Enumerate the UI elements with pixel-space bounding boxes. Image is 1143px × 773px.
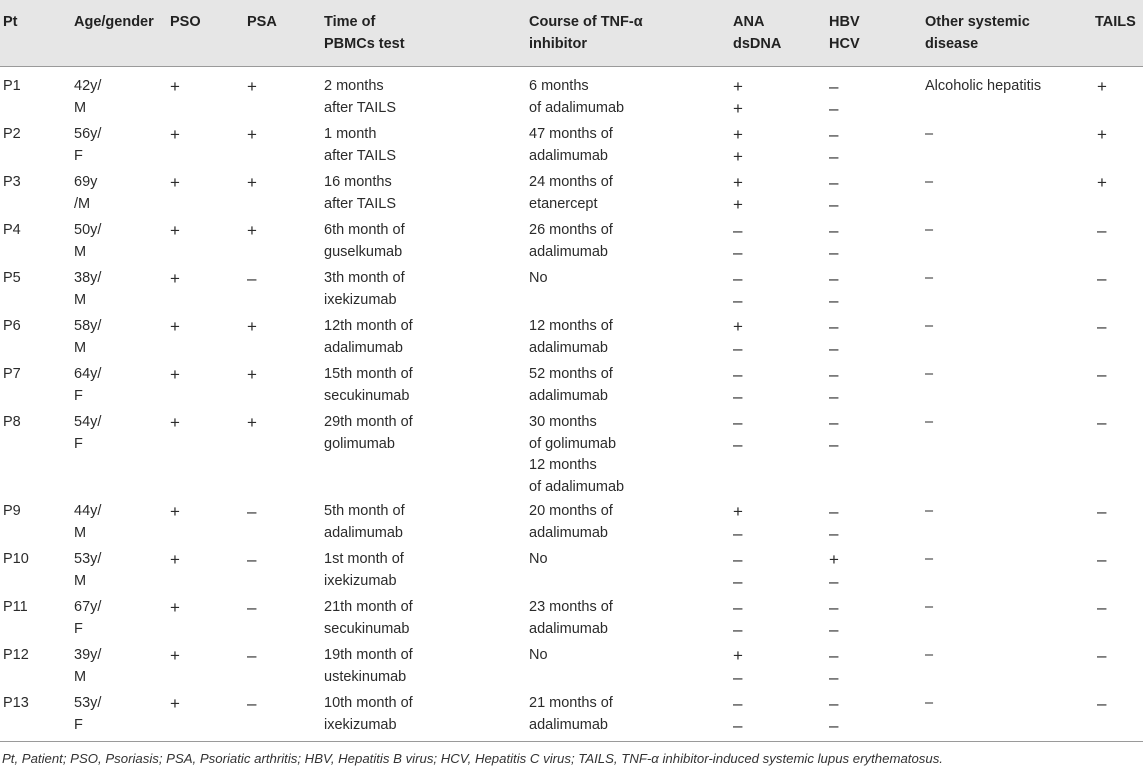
cell-tails: –	[1097, 413, 1107, 432]
cell-dsdna: +	[733, 194, 743, 214]
cell-tails: +	[1097, 125, 1107, 144]
cell-dsdna: –	[733, 338, 743, 358]
cell-pso: +	[170, 125, 180, 144]
cell-psa: –	[247, 598, 257, 617]
cell-ana: +	[733, 77, 743, 96]
cell-hbv: –	[829, 413, 839, 432]
cell-course-tnf: adalimumab	[529, 339, 608, 356]
cell-tails: +	[1097, 77, 1107, 96]
cell-course-tnf: etanercept	[529, 195, 598, 212]
cell-age-gender: F	[74, 435, 83, 452]
header-psa: PSA	[247, 14, 277, 30]
cell-other-disease: –	[925, 318, 934, 334]
cell-other-disease: –	[925, 414, 934, 430]
cell-pt: P10	[3, 551, 29, 567]
cell-pt: P8	[3, 414, 21, 430]
cell-tails: –	[1097, 550, 1107, 569]
cell-dsdna: –	[733, 290, 743, 310]
cell-time-pbmc: 15th month of	[324, 366, 413, 382]
cell-psa: –	[247, 694, 257, 713]
cell-time-pbmc: 10th month of	[324, 695, 413, 711]
cell-pso: +	[170, 221, 180, 240]
cell-hcv: –	[829, 146, 839, 166]
cell-ana: +	[733, 646, 743, 665]
cell-ana: +	[733, 317, 743, 336]
cell-psa: –	[247, 646, 257, 665]
cell-hcv: –	[829, 98, 839, 118]
cell-hbv: –	[829, 502, 839, 521]
cell-hbv: –	[829, 173, 839, 192]
cell-tails: –	[1097, 365, 1107, 384]
cell-course-tnf: 30 months	[529, 414, 597, 430]
cell-hbv: –	[829, 598, 839, 617]
header-other-line2: disease	[925, 36, 979, 52]
header-time-line2: PBMCs test	[324, 36, 405, 52]
cell-course-tnf: of adalimumab	[529, 478, 625, 495]
cell-hcv: –	[829, 338, 839, 358]
cell-hbv: –	[829, 77, 839, 96]
cell-pt: P13	[3, 695, 29, 711]
cell-pso: +	[170, 598, 180, 617]
cell-age-gender: 54y/	[74, 414, 102, 430]
cell-course-tnf: adalimumab	[529, 147, 608, 164]
cell-time-pbmc: ixekizumab	[324, 291, 397, 308]
cell-dsdna: +	[733, 146, 743, 166]
cell-course-tnf: of golimumab	[529, 435, 617, 452]
header-pso: PSO	[170, 14, 201, 30]
cell-course-tnf: No	[529, 647, 548, 663]
cell-course-tnf: adalimumab	[529, 243, 608, 260]
cell-age-gender: 53y/	[74, 695, 102, 711]
cell-other-disease: –	[925, 503, 934, 519]
cell-pso: +	[170, 502, 180, 521]
cell-hcv: –	[829, 242, 839, 262]
header-time-line1: Time of	[324, 14, 376, 30]
cell-dsdna: –	[733, 571, 743, 591]
cell-course-tnf: adalimumab	[529, 524, 608, 541]
cell-psa: +	[247, 173, 257, 192]
cell-age-gender: /M	[74, 195, 91, 212]
cell-time-pbmc: after TAILS	[324, 147, 396, 164]
cell-age-gender: 67y/	[74, 599, 102, 615]
cell-age-gender: M	[74, 243, 87, 260]
cell-pt: P9	[3, 503, 21, 519]
cell-psa: +	[247, 125, 257, 144]
cell-course-tnf: 47 months of	[529, 126, 613, 142]
cell-dsdna: –	[733, 619, 743, 639]
cell-age-gender: F	[74, 716, 83, 733]
cell-course-tnf: 6 months	[529, 78, 589, 94]
cell-time-pbmc: 21th month of	[324, 599, 413, 615]
cell-other-disease: –	[925, 551, 934, 567]
cell-other-disease: –	[925, 270, 934, 286]
cell-other-disease: –	[925, 126, 934, 142]
cell-tails: –	[1097, 317, 1107, 336]
cell-pt: P3	[3, 174, 21, 190]
cell-pt: P11	[3, 599, 28, 615]
cell-pso: +	[170, 646, 180, 665]
cell-time-pbmc: ixekizumab	[324, 716, 397, 733]
cell-age-gender: F	[74, 620, 83, 637]
cell-age-gender: M	[74, 668, 87, 685]
cell-age-gender: M	[74, 524, 87, 541]
cell-age-gender: M	[74, 291, 87, 308]
cell-course-tnf: 23 months of	[529, 599, 613, 615]
cell-age-gender: 39y/	[74, 647, 102, 663]
cell-time-pbmc: secukinumab	[324, 387, 410, 404]
cell-time-pbmc: after TAILS	[324, 195, 396, 212]
cell-time-pbmc: ixekizumab	[324, 572, 397, 589]
cell-ana: –	[733, 413, 743, 432]
cell-hcv: –	[829, 194, 839, 214]
cell-dsdna: –	[733, 715, 743, 735]
header-tails: TAILS	[1095, 14, 1136, 30]
header-other-line1: Other systemic	[925, 14, 1030, 30]
cell-time-pbmc: 19th month of	[324, 647, 413, 663]
cell-age-gender: F	[74, 387, 83, 404]
header-course-line2: inhibitor	[529, 36, 587, 52]
cell-hbv: –	[829, 694, 839, 713]
cell-time-pbmc: 1st month of	[324, 551, 404, 567]
cell-course-tnf: 24 months of	[529, 174, 613, 190]
cell-hcv: –	[829, 715, 839, 735]
cell-hbv: –	[829, 221, 839, 240]
cell-pt: P4	[3, 222, 21, 238]
cell-hbv: –	[829, 125, 839, 144]
cell-time-pbmc: 12th month of	[324, 318, 413, 334]
cell-age-gender: 53y/	[74, 551, 102, 567]
cell-age-gender: 42y/	[74, 78, 102, 94]
cell-time-pbmc: 5th month of	[324, 503, 405, 519]
cell-pso: +	[170, 317, 180, 336]
header-ana: ANA	[733, 14, 765, 30]
cell-tails: –	[1097, 502, 1107, 521]
cell-hcv: –	[829, 434, 839, 454]
cell-age-gender: 69y	[74, 174, 98, 190]
cell-course-tnf: adalimumab	[529, 620, 608, 637]
cell-tails: –	[1097, 694, 1107, 713]
cell-hcv: –	[829, 571, 839, 591]
cell-course-tnf: of adalimumab	[529, 99, 625, 116]
cell-time-pbmc: adalimumab	[324, 339, 403, 356]
cell-psa: –	[247, 502, 257, 521]
cell-hbv: +	[829, 550, 839, 569]
cell-age-gender: 58y/	[74, 318, 102, 334]
header-pt: Pt	[3, 14, 18, 30]
cell-hcv: –	[829, 386, 839, 406]
cell-psa: +	[247, 221, 257, 240]
cell-time-pbmc: adalimumab	[324, 524, 403, 541]
cell-age-gender: 56y/	[74, 126, 102, 142]
cell-course-tnf: adalimumab	[529, 387, 608, 404]
cell-pso: +	[170, 269, 180, 288]
cell-age-gender: 50y/	[74, 222, 102, 238]
cell-hbv: –	[829, 365, 839, 384]
cell-ana: –	[733, 221, 743, 240]
cell-course-tnf: No	[529, 551, 548, 567]
cell-age-gender: 44y/	[74, 503, 102, 519]
cell-pt: P6	[3, 318, 21, 334]
header-dsdna: dsDNA	[733, 36, 782, 52]
cell-course-tnf: 21 months of	[529, 695, 613, 711]
cell-age-gender: 64y/	[74, 366, 102, 382]
cell-age-gender: F	[74, 147, 83, 164]
cell-ana: +	[733, 173, 743, 192]
cell-hcv: –	[829, 523, 839, 543]
cell-time-pbmc: guselkumab	[324, 243, 403, 260]
cell-dsdna: –	[733, 242, 743, 262]
cell-pso: +	[170, 550, 180, 569]
cell-pt: P12	[3, 647, 29, 663]
cell-time-pbmc: 29th month of	[324, 414, 413, 430]
cell-pso: +	[170, 694, 180, 713]
cell-dsdna: –	[733, 386, 743, 406]
header-rule	[0, 66, 1143, 67]
cell-dsdna: –	[733, 667, 743, 687]
cell-other-disease: –	[925, 174, 934, 190]
cell-tails: +	[1097, 173, 1107, 192]
cell-other-disease: Alcoholic hepatitis	[925, 78, 1042, 94]
cell-age-gender: M	[74, 339, 87, 356]
cell-tails: –	[1097, 646, 1107, 665]
cell-ana: +	[733, 125, 743, 144]
header-course-line1: Course of TNF-α	[529, 14, 643, 30]
cell-time-pbmc: 6th month of	[324, 222, 405, 238]
header-hcv: HCV	[829, 36, 860, 52]
cell-dsdna: –	[733, 434, 743, 454]
cell-ana: –	[733, 694, 743, 713]
cell-hcv: –	[829, 619, 839, 639]
cell-pso: +	[170, 413, 180, 432]
cell-ana: –	[733, 550, 743, 569]
cell-psa: +	[247, 77, 257, 96]
cell-tails: –	[1097, 221, 1107, 240]
header-hbv: HBV	[829, 14, 860, 30]
cell-time-pbmc: 1 month	[324, 126, 377, 142]
table-footnote: Pt, Patient; PSO, Psoriasis; PSA, Psoriatic arthritis; HBV, Hepatitis B virus; HCV, Hepatitis C virus; TAILS, TNF-α inhibitor-induced systemic lupus erythematosus.	[2, 751, 943, 766]
cell-psa: +	[247, 413, 257, 432]
cell-pt: P2	[3, 126, 21, 142]
cell-hcv: –	[829, 290, 839, 310]
cell-course-tnf: 20 months of	[529, 503, 613, 519]
cell-time-pbmc: after TAILS	[324, 99, 396, 116]
cell-ana: +	[733, 502, 743, 521]
cell-course-tnf: No	[529, 270, 548, 286]
cell-hbv: –	[829, 317, 839, 336]
cell-hbv: –	[829, 646, 839, 665]
cell-time-pbmc: 16 months	[324, 174, 392, 190]
cell-time-pbmc: secukinumab	[324, 620, 410, 637]
cell-pt: P5	[3, 270, 21, 286]
cell-ana: –	[733, 598, 743, 617]
cell-psa: +	[247, 365, 257, 384]
cell-psa: –	[247, 550, 257, 569]
cell-other-disease: –	[925, 599, 934, 615]
cell-time-pbmc: 3th month of	[324, 270, 405, 286]
cell-hcv: –	[829, 667, 839, 687]
cell-pso: +	[170, 77, 180, 96]
cell-other-disease: –	[925, 222, 934, 238]
cell-tails: –	[1097, 598, 1107, 617]
cell-course-tnf: 26 months of	[529, 222, 613, 238]
cell-time-pbmc: golimumab	[324, 435, 395, 452]
cell-other-disease: –	[925, 695, 934, 711]
cell-pso: +	[170, 173, 180, 192]
cell-psa: +	[247, 317, 257, 336]
cell-dsdna: –	[733, 523, 743, 543]
cell-course-tnf: 12 months	[529, 457, 597, 473]
cell-pt: P7	[3, 366, 21, 382]
header-age-gender: Age/gender	[74, 14, 154, 30]
cell-pt: P1	[3, 78, 21, 94]
cell-ana: –	[733, 269, 743, 288]
cell-course-tnf: 12 months of	[529, 318, 613, 334]
cell-other-disease: –	[925, 366, 934, 382]
cell-time-pbmc: ustekinumab	[324, 668, 407, 685]
bottom-rule	[0, 741, 1143, 742]
cell-course-tnf: 52 months of	[529, 366, 613, 382]
cell-age-gender: M	[74, 572, 87, 589]
cell-pso: +	[170, 365, 180, 384]
cell-other-disease: –	[925, 647, 934, 663]
cell-time-pbmc: 2 months	[324, 78, 384, 94]
cell-course-tnf: adalimumab	[529, 716, 608, 733]
cell-psa: –	[247, 269, 257, 288]
cell-ana: –	[733, 365, 743, 384]
cell-hbv: –	[829, 269, 839, 288]
cell-age-gender: M	[74, 99, 87, 116]
cell-dsdna: +	[733, 98, 743, 118]
cell-age-gender: 38y/	[74, 270, 102, 286]
cell-tails: –	[1097, 269, 1107, 288]
